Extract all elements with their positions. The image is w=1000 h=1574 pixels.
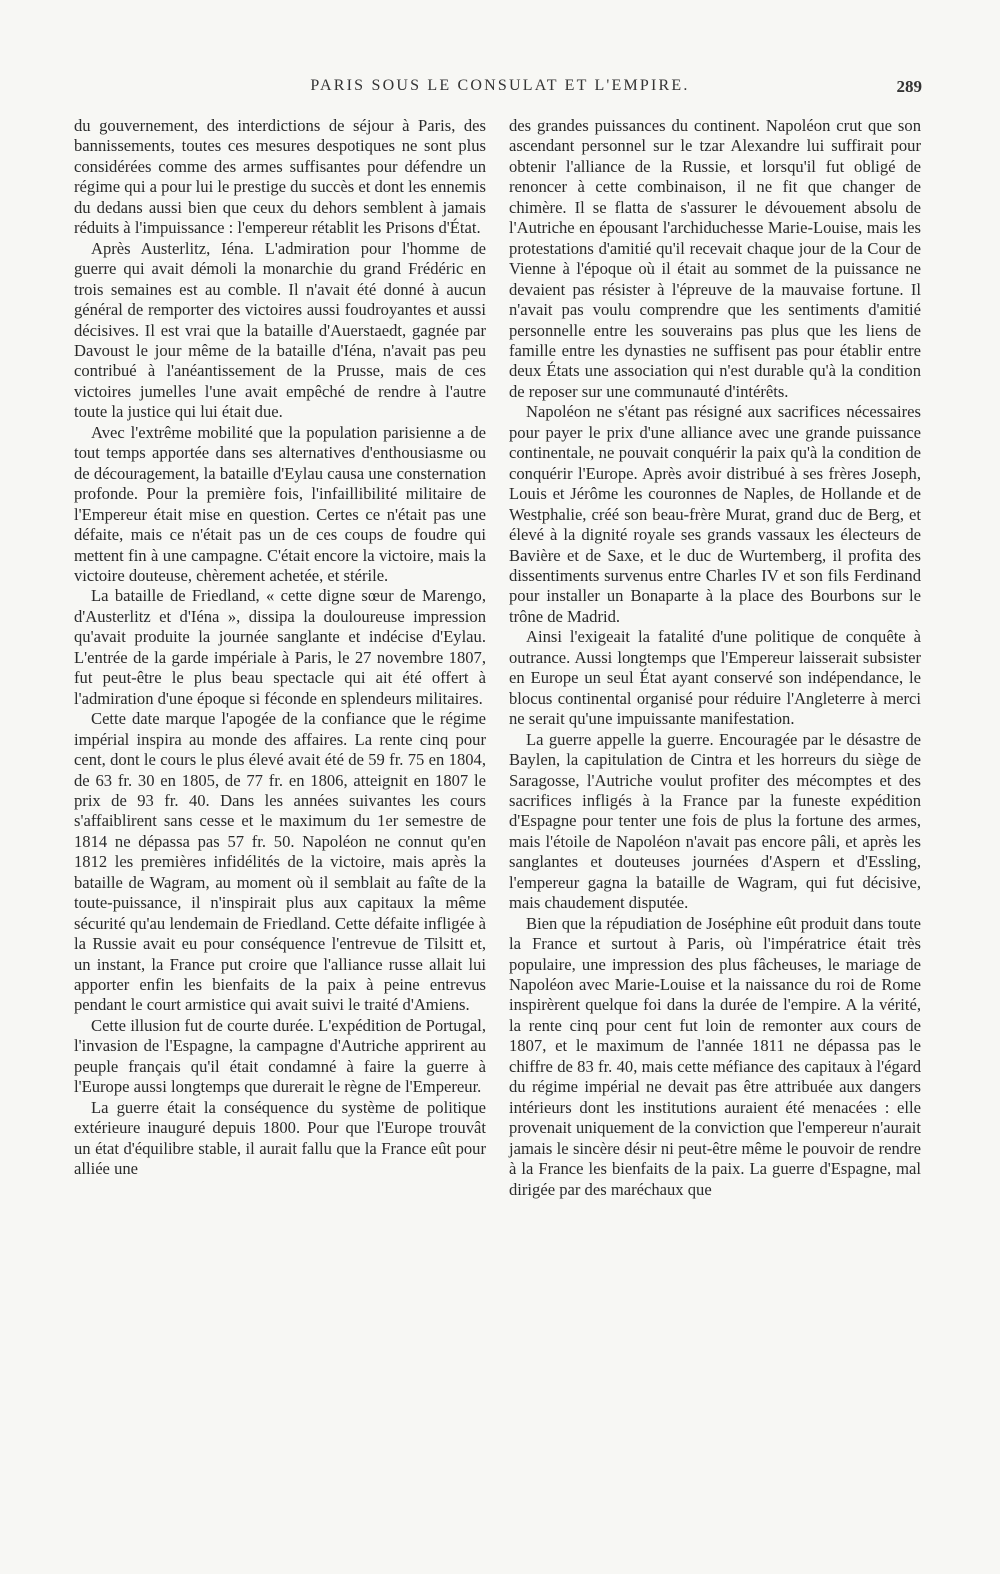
paragraph: Après Austerlitz, Iéna. L'admiration pour l'homme de guerre qui avait démoli la monarchie du grand Frédéric en trois semaines est au comble. Il n'avait été donné à aucun général de remporter des victoires aussi foudroyantes et aussi décisives. Il est vrai que la bataille d'Auerstaedt, gagnée par Davoust le jour même de la bataille d'Iéna, n'avait pas peu contribué à l'anéantissement de la Prusse, mais de ces victoires jumelles l'une avait empêché de rendre à l'autre toute la justice qui lui était due.: [74, 238, 486, 422]
paragraph: La guerre appelle la guerre. Encouragée par le désastre de Baylen, la capitulation de Cintra et les horreurs du siège de Saragosse, l'Autriche voulut profiter des mécomptes et des sacrifices infligés à la France par la funeste expédition d'Espagne pour tenter une fois de plus la fortune des armes, mais l'étoile de Napoléon n'avait pas encore pâli, et après les sanglantes et douteuses journées d'Aspern et d'Essling, l'empereur gagna la bataille de Wagram, qui fut décisive, mais chaudement disputée.: [509, 729, 921, 913]
paragraph: des grandes puissances du continent. Napoléon crut que son ascendant personnel sur le tzar Alexandre lui suffirait pour obtenir l'alliance de la Russie, et lorsqu'il fut obligé de renoncer à cette combinaison, il ne fit que changer de chimère. Il se flatta de s'assurer le dévouement absolu de l'Autriche en épousant l'archiduchesse Marie-Louise, mais les protestations d'amitié qu'il recevait chaque jour de la Cour de Vienne à l'époque où il était au sommet de la puissance ne devaient pas résister à l'épreuve de la mauvaise fortune. Il n'avait pas voulu comprendre que les sentiments d'amitié personnelle entre les souverains pas plus que les liens de famille entre les dynasties ne suffisent pas pour établir entre deux États une association qui n'est durable qu'à la condition de reposer sur une communauté d'intérêts.: [509, 116, 921, 401]
paragraph: La guerre était la conséquence du système de politique extérieure inauguré depuis 1800. Pour que l'Europe trouvât un état d'équilibre stable, il aurait fallu que la France eût pour alliée une: [74, 1097, 486, 1179]
paragraph: Cette date marque l'apogée de la confiance que le régime impérial inspira au monde des affaires. La rente cinq pour cent, dont le cours le plus élevé avait été de 59 fr. 75 en 1804, de 63 fr. 30 en 1805, de 77 fr. en 1806, atteignit en 1807 le prix de 93 fr. 40. Dans les années suivantes les cours s'affaiblirent sans cesse et le maximum du 1er semestre de 1814 ne dépassa pas 57 fr. 50. Napoléon ne connut qu'en 1812 les premières infidélités de la victoire, mais après la bataille de Wagram, au moment où il semblait au faîte de la toute-puissance, il n'inspirait plus aux capitaux la même sécurité qu'au lendemain de Friedland. Cette défaite infligée à la Russie avait eu pour conséquence l'entrevue de Tilsitt et, un instant, la France put croire que l'alliance russe allait lui apporter enfin les bienfaits de la paix à peine entrevus pendant le court armistice qui avait suivi le traité d'Amiens.: [74, 709, 486, 1015]
paragraph: Bien que la répudiation de Joséphine eût produit dans toute la France et surtout à Paris, où l'impératrice était très populaire, une impression des plus fâcheuses, le mariage de Napoléon avec Marie-Louise et la naissance du roi de Rome inspirèrent quelque foi dans la durée de l'empire. A la vérité, la rente cinq pour cent fut loin de remonter aux cours de 1807, et le maximum de l'année 1811 ne dépassa pas le chiffre de 83 fr. 40, mais cette méfiance des capitaux à l'égard du régime impérial ne devait pas être attribuée aux dangers intérieurs dont les institutions auraient été menacées : elle provenait uniquement de la conviction que l'empereur n'aurait jamais le sincère désir ni peut-être même le pouvoir de rendre à la France les bienfaits de la paix. La guerre d'Espagne, mal dirigée par des maréchaux que: [509, 913, 921, 1199]
page-number: 289: [896, 77, 922, 96]
paragraph: Cette illusion fut de courte durée. L'expédition de Portugal, l'invasion de l'Espagne, la campagne d'Autriche apprirent au peuple français qu'il était condamné à faire la guerre à l'Europe aussi longtemps que durerait le règne de l'Empereur.: [74, 1015, 486, 1097]
paragraph: du gouvernement, des interdictions de séjour à Paris, des bannissements, toutes ces mesures despotiques ne sont plus considérées comme des armes suffisantes pour défendre un régime qui a pour lui le prestige du succès et dont les ennemis du dedans aussi bien que ceux du dehors semblent à jamais réduits à l'impuissance : l'empereur rétablit les Prisons d'État.: [74, 116, 486, 238]
running-title: PARIS SOUS LE CONSULAT ET L'EMPIRE.: [310, 77, 690, 94]
paragraph: Napoléon ne s'étant pas résigné aux sacrifices nécessaires pour payer le prix d'une alliance avec une grande puissance continentale, ne pouvait conquérir la paix qu'à la condition de conquérir l'Europe. Après avoir distribué à ses frères Joseph, Louis et Jérôme les couronnes de Naples, de Hollande et de Westphalie, créé son beau-frère Murat, grand duc de Berg, et élevé à la dignité royale ses grands vassaux les électeurs de Bavière et de Saxe, et le duc de Wurtemberg, il profita des dissentiments survenus entre Charles IV et son fils Ferdinand pour installer un Bonaparte à la place des Bourbons sur le trône de Madrid.: [509, 402, 921, 626]
paragraph: Avec l'extrême mobilité que la population parisienne a de tout temps apportée dans ses alternatives d'enthousiasme ou de découragement, la bataille d'Eylau causa une consternation profonde. Pour la première fois, l'infaillibilité militaire de l'Empereur était mise en question. Certes ce n'était pas une défaite, mais ce n'était pas un de ces coups de foudre qui mettent fin à une campagne. C'était encore la victoire, mais la victoire douteuse, chèrement achetée, et stérile.: [74, 422, 486, 585]
right-column: [509, 116, 921, 1200]
paragraph: La bataille de Friedland, « cette digne sœur de Marengo, d'Austerlitz et d'Iéna », dissipa la douloureuse impression qu'avait produite la journée sanglante et indécise d'Eylau. L'entrée de la garde impériale à Paris, le 27 novembre 1807, fut peut-être le plus beau spectacle qui ait été offert à l'admiration d'une époque si féconde en splendeurs militaires.: [74, 586, 486, 708]
left-column: [74, 116, 486, 1180]
paragraph: Ainsi l'exigeait la fatalité d'une politique de conquête à outrance. Aussi longtemps que l'Empereur laisserait subsister en Europe un seul État ayant conservé son indépendance, le blocus continental organisé pour réduire l'Angleterre à merci ne serait qu'une impuissante manifestation.: [509, 627, 921, 729]
running-header: [0, 77, 1000, 101]
